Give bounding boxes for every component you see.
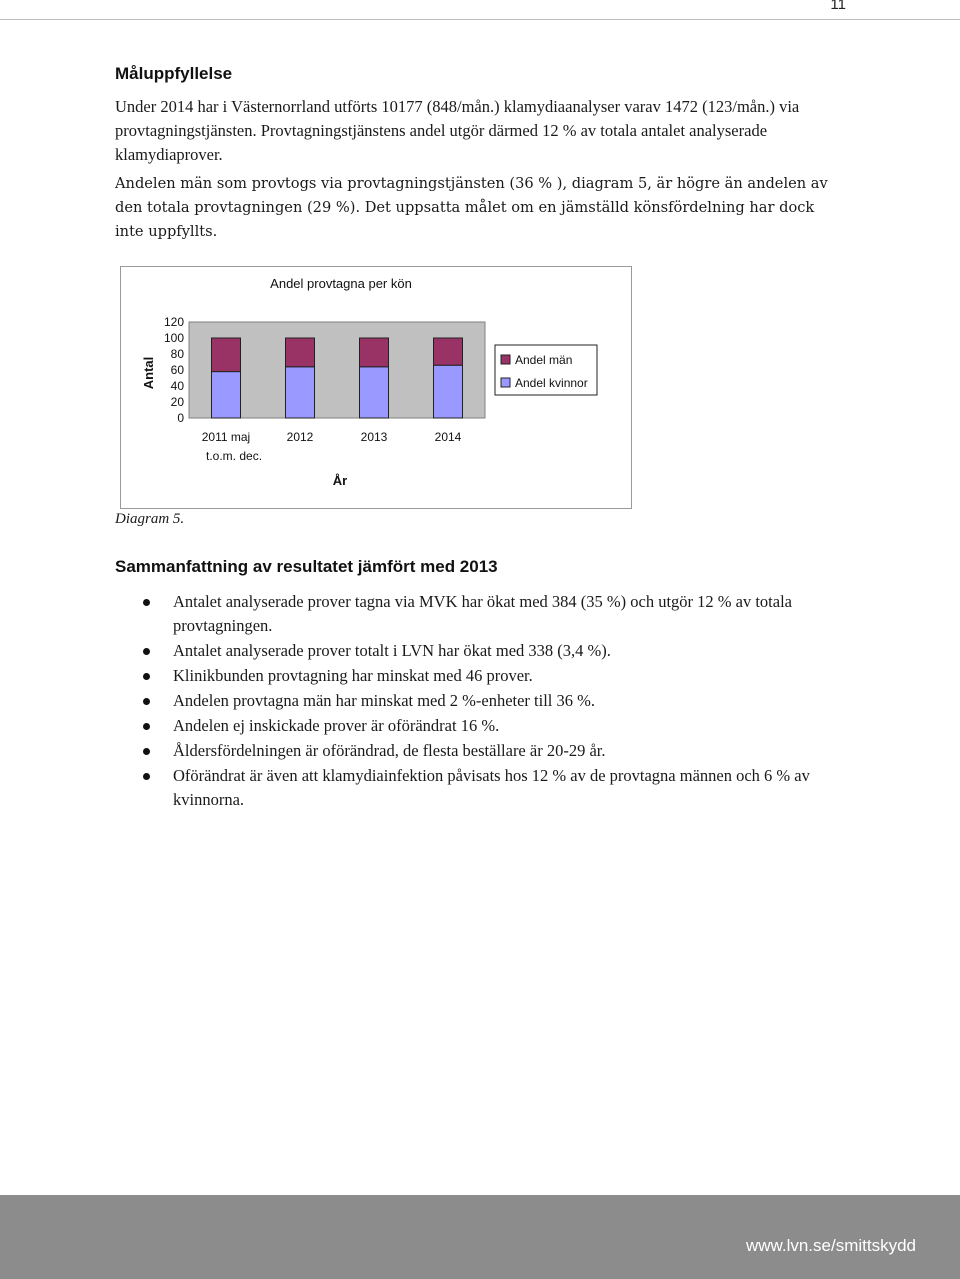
footer-website-link[interactable]: www.lvn.se/smittskydd bbox=[745, 1236, 916, 1255]
bullet-icon bbox=[143, 773, 150, 780]
bar-segment bbox=[434, 365, 463, 418]
y-tick-label: 40 bbox=[170, 379, 184, 393]
list-item-text: Andelen provtagna män har minskat med 2 %-enheter till 36 %. bbox=[173, 691, 595, 710]
y-tick-label: 0 bbox=[177, 411, 184, 425]
list-item-text: Antalet analyserade prover totalt i LVN har ökat med 338 (3,4 %). bbox=[173, 641, 611, 660]
section-heading-summary: Sammanfattning av resultatet jämfört med 2013 bbox=[115, 557, 498, 576]
y-axis-label: Antal bbox=[141, 356, 156, 390]
legend-label: Andel kvinnor bbox=[515, 376, 588, 390]
paragraph-analyses: Under 2014 har i Västernorrland utförts 10177 (848/mån.) klamydiaanalyser varav 1472 (123/mån.) via provtagningstjänsten. Provtagningstjänstens andel utgör därmed 12 % av totala antalet analyserade klamydiaprover. bbox=[115, 97, 800, 164]
list-item bbox=[0, 739, 853, 763]
list-item-text: Oförändrat är även att klamydiainfektion påvisats hos 12 % av de provtagna männen och 6 % av kvinnorna. bbox=[173, 766, 810, 809]
header-rule bbox=[0, 19, 960, 20]
chart-title: Andel provtagna per kön bbox=[270, 276, 412, 291]
chart-canvas bbox=[121, 267, 631, 508]
bullet-icon bbox=[143, 599, 150, 606]
stacked-bar-chart bbox=[120, 266, 632, 509]
bar-segment bbox=[286, 338, 315, 367]
bullet-icon bbox=[143, 648, 150, 655]
legend-label: Andel män bbox=[515, 353, 573, 367]
bar-segment bbox=[212, 338, 241, 372]
list-item bbox=[0, 664, 853, 688]
list-item-text: Klinikbunden provtagning har minskat med 46 prover. bbox=[173, 666, 533, 685]
chart-legend bbox=[495, 345, 597, 395]
bullet-icon bbox=[143, 748, 150, 755]
list-item bbox=[0, 590, 853, 638]
list-item bbox=[0, 764, 853, 812]
bullet-icon bbox=[143, 673, 150, 680]
list-item bbox=[0, 639, 853, 663]
page-number: 11 bbox=[830, 0, 846, 13]
legend-swatch bbox=[501, 355, 510, 364]
x-axis-label: År bbox=[332, 473, 348, 488]
y-tick-label: 100 bbox=[163, 331, 184, 345]
list-item-text: Antalet analyserade prover tagna via MVK har ökat med 384 (35 %) och utgör 12 % av totala provtagningen. bbox=[173, 592, 792, 635]
x-tick-label: 2013 bbox=[360, 430, 388, 444]
y-tick-label: 20 bbox=[170, 395, 184, 409]
list-item-text: Åldersfördelningen är oförändrad, de flesta beställare är 20-29 år. bbox=[173, 741, 606, 760]
x-tick-label: 2011 maj t.o.m. dec. bbox=[201, 430, 263, 463]
paragraph-gender-share: Andelen män som provtogs via provtagningstjänsten (36 % ), diagram 5, är högre än andelen av den totala provtagningen (29 %). Det uppsatta målet om en jämställd könsfördelning har dock inte uppfyllts. bbox=[115, 175, 828, 240]
x-tick-label: 2014 bbox=[434, 430, 462, 444]
bullet-icon bbox=[143, 698, 150, 705]
y-tick-label: 80 bbox=[170, 347, 184, 361]
list-item bbox=[0, 714, 853, 738]
bullet-icon bbox=[143, 723, 150, 730]
page-footer bbox=[0, 1195, 960, 1279]
list-item-text: Andelen ej inskickade prover är oförändrat 16 %. bbox=[173, 716, 500, 735]
bar-segment bbox=[286, 367, 315, 418]
section-heading-goal: Måluppfyllelse bbox=[115, 64, 233, 83]
bar-segment bbox=[360, 338, 389, 367]
y-tick-label: 60 bbox=[170, 363, 184, 377]
legend-swatch bbox=[501, 378, 510, 387]
y-tick-label: 120 bbox=[163, 315, 184, 329]
bar-segment bbox=[212, 372, 241, 418]
list-item bbox=[0, 689, 853, 713]
summary-list bbox=[0, 590, 960, 813]
plot-area bbox=[164, 315, 485, 463]
figure-caption: Diagram 5. bbox=[115, 511, 185, 527]
bar-segment bbox=[360, 367, 389, 418]
x-tick-label: 2012 bbox=[286, 430, 314, 444]
bar-segment bbox=[434, 338, 463, 365]
